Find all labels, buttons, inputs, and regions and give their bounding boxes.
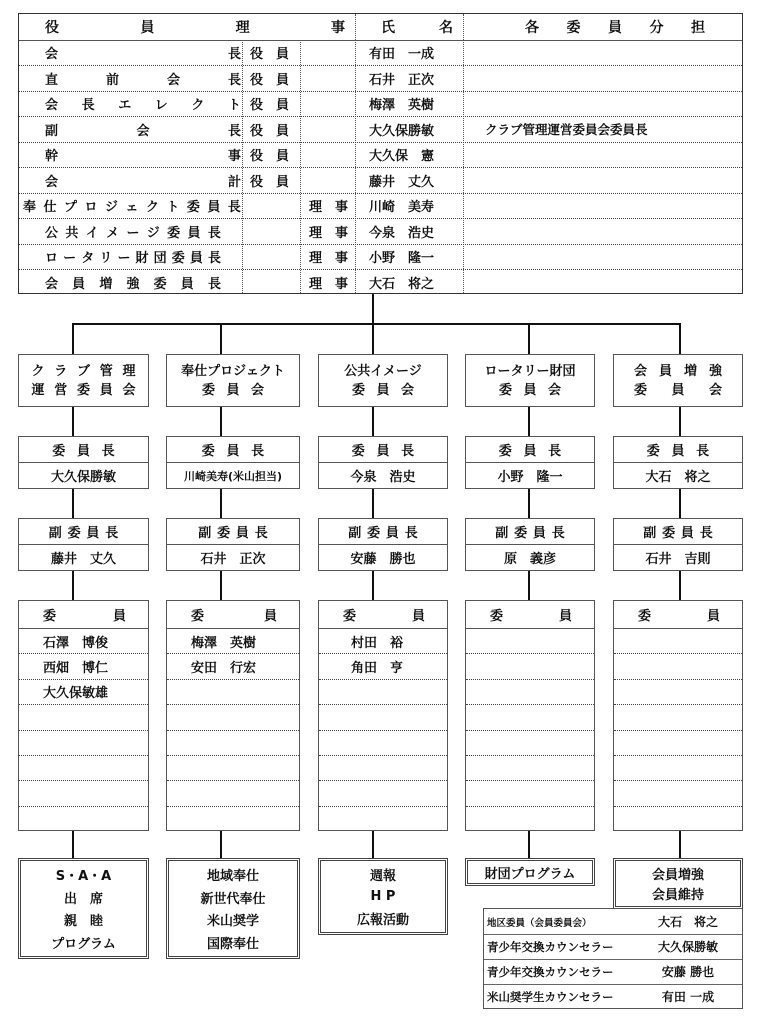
member-row [19, 731, 148, 756]
officer-flag: 役 員 [250, 98, 290, 113]
title-char: ェ [125, 200, 139, 215]
officer-duty [485, 244, 745, 269]
counselor-name: 大石 将之 [657, 915, 718, 929]
heading-char: 営 [54, 382, 68, 398]
activity-item: 米山奨学 [206, 914, 259, 930]
vice-chair-label: 副委員長 [348, 526, 424, 541]
heading-char: 増 [683, 363, 697, 379]
committee-chair-box [613, 436, 743, 489]
title-char: 会 [45, 174, 59, 190]
heading-char: 委 [499, 382, 513, 398]
chair-label: 委員長 [52, 444, 127, 459]
connector-line [72, 323, 680, 325]
title-char: ロ [45, 251, 59, 266]
activities-club-admin [18, 858, 149, 959]
members-header [19, 601, 148, 629]
member-row [167, 807, 299, 832]
officer-duty: クラブ管理運営委員会委員長 [485, 122, 648, 137]
title-char: ー [63, 251, 77, 266]
title-char: 長 [227, 200, 241, 215]
director-flag: 理 事 [309, 200, 349, 215]
member-row [167, 705, 299, 730]
members-header [466, 601, 594, 629]
member-row [466, 756, 594, 781]
members-label-char: 委 [343, 609, 357, 624]
title-char: 強 [126, 276, 140, 292]
header-char: 理 [235, 20, 250, 36]
officer-flag [250, 270, 296, 295]
committee-heading-membership [613, 354, 743, 407]
header-name [381, 14, 453, 40]
officer-row [19, 270, 742, 295]
title-char: 財 [135, 251, 149, 266]
activity-item: 週報 [369, 869, 396, 885]
counselor-name: 安藤 勝也 [661, 965, 715, 979]
activity-item: 財団プログラム [484, 867, 576, 882]
header-char: 員 [608, 20, 622, 36]
members-label-char: 員 [706, 609, 720, 624]
header-char: 分 [649, 20, 664, 36]
member-row [167, 731, 299, 756]
member-row [167, 781, 299, 806]
officer-row [19, 117, 742, 143]
officer-duty [485, 193, 745, 218]
title-char: 委 [167, 225, 181, 241]
director-flag: 理 事 [309, 276, 349, 292]
officer-name: 小野 隆一 [369, 251, 435, 266]
vice-chair-label: 副委員長 [643, 526, 719, 541]
officer-title [45, 168, 241, 193]
title-char: 長 [227, 123, 241, 139]
vice-chair-name: 石井 正次 [200, 552, 266, 567]
heading-char: 会 [122, 382, 136, 398]
committee-heading-public-image [318, 354, 448, 407]
member-row [167, 680, 299, 705]
director-flag [309, 91, 355, 116]
heading-char: 委 [202, 382, 216, 398]
members-label-char: 委 [638, 609, 652, 624]
member-row [614, 680, 742, 705]
title-char: 員 [207, 200, 221, 215]
member-row: 梅澤 英樹 [167, 629, 299, 654]
title-char: 事 [227, 149, 241, 164]
title-char: ジ [104, 200, 118, 215]
title-char: ク [145, 200, 159, 215]
member-row [466, 705, 594, 730]
member-row [19, 756, 148, 781]
title-char: 長 [81, 98, 95, 113]
title-char: ト [227, 98, 241, 113]
officer-flag: 役 員 [250, 149, 290, 164]
connector-line [679, 323, 681, 355]
title-char: 長 [207, 276, 221, 292]
member-row [319, 680, 447, 705]
committee-heading-service-project [166, 354, 300, 407]
committee-members-box [166, 600, 300, 831]
member-row: 角田 亨 [319, 654, 447, 679]
officer-name: 今泉 浩史 [369, 225, 435, 241]
title-char: 公 [45, 225, 59, 241]
title-char: 幹 [45, 149, 59, 164]
member-row [466, 781, 594, 806]
officer-name: 有田 一成 [369, 47, 435, 62]
officer-name: 藤井 丈久 [369, 174, 435, 190]
counselor-role: 青少年交換カウンセラー [487, 939, 614, 954]
vice-chair-label: 副委員長 [198, 526, 274, 541]
title-char: 会 [45, 276, 59, 292]
committee-vice-chair-box [318, 518, 448, 571]
officer-duty [485, 40, 745, 65]
member-row [319, 731, 447, 756]
director-flag [309, 168, 355, 193]
vice-chair-name: 原 義彦 [503, 552, 556, 567]
heading-char: 会 [250, 382, 264, 398]
header-char: 名 [439, 20, 453, 36]
connector-line [372, 294, 374, 324]
counselor-name: 大久保勝敏 [657, 940, 718, 954]
counselor-row [484, 934, 742, 960]
officers-table [18, 13, 743, 294]
title-char: 直 [45, 72, 59, 88]
member-row [319, 705, 447, 730]
heading-char: 理 [122, 363, 136, 379]
members-label-char: 委 [490, 609, 504, 624]
member-row [466, 629, 594, 654]
chair-name: 川崎美寿(米山担当) [183, 469, 283, 483]
heading-char: 強 [708, 363, 722, 379]
counselor-row [484, 909, 742, 935]
title-char: 団 [153, 251, 167, 266]
officer-flag: 役 員 [250, 72, 290, 88]
committee-chair-box [318, 436, 448, 489]
officer-flag [250, 219, 296, 244]
header-char: 委 [566, 20, 581, 36]
members-label-char: 員 [558, 609, 572, 624]
members-header [167, 601, 299, 629]
members-label-char: 員 [112, 609, 126, 624]
heading-char: 会 [634, 363, 648, 379]
member-row: 村田 裕 [319, 629, 447, 654]
activity-item: プログラム [51, 937, 116, 953]
title-char: 増 [99, 276, 113, 292]
officer-title [45, 40, 241, 65]
officer-row [19, 244, 742, 270]
header-char: 担 [691, 20, 705, 36]
member-row [614, 629, 742, 654]
activity-item: H P [370, 888, 396, 904]
chair-label: 委員長 [351, 444, 426, 459]
member-row [614, 654, 742, 679]
title-char: 会 [136, 123, 150, 139]
members-label-char: 員 [263, 609, 277, 624]
heading-char: 員 [376, 382, 390, 398]
committee-chair-box [18, 436, 149, 489]
officer-duty [485, 219, 745, 244]
connector-line [72, 323, 74, 355]
committee-vice-chair-box [465, 518, 595, 571]
title-char: 会 [166, 72, 180, 88]
vice-chair-name: 石井 吉則 [645, 552, 711, 567]
director-flag: 理 事 [309, 251, 349, 266]
counselor-row [484, 959, 742, 985]
vice-chair-label: 副委員長 [495, 526, 571, 541]
officer-flag [250, 193, 296, 218]
officer-flag: 役 員 [250, 123, 290, 139]
member-row [614, 807, 742, 832]
committee-vice-chair-box [18, 518, 149, 571]
committee-members-box [613, 600, 743, 831]
header-char: 事 [330, 20, 345, 36]
member-row [614, 781, 742, 806]
member-row [319, 807, 447, 832]
title-char: ト [166, 200, 180, 215]
members-header [614, 601, 742, 629]
header-char: 役 [45, 20, 59, 36]
counselor-role: 青少年交換カウンセラー [487, 964, 614, 979]
title-char: 計 [227, 174, 241, 190]
title-char: 会 [45, 98, 59, 113]
title-char: 員 [72, 276, 86, 292]
title-char: ジ [146, 225, 160, 241]
officer-row [19, 66, 742, 92]
chair-label: 委員長 [646, 444, 721, 459]
officer-title [23, 193, 241, 218]
title-char: 委 [171, 251, 185, 266]
title-char: リ [99, 251, 113, 266]
member-row [466, 680, 594, 705]
chair-label: 委員長 [498, 444, 573, 459]
title-char: 長 [207, 225, 221, 241]
title-char: 員 [180, 276, 194, 292]
column-divider [463, 14, 464, 40]
activity-item: 会員維持 [651, 888, 704, 904]
title-char: 前 [105, 72, 119, 88]
officer-name: 梅澤 英樹 [369, 98, 435, 113]
connector-line [372, 323, 374, 355]
officer-title [45, 91, 241, 116]
director-flag [309, 40, 355, 65]
column-divider [355, 14, 356, 40]
member-row [19, 705, 148, 730]
heading-char: 員 [671, 382, 685, 398]
vice-chair-label: 副委員長 [48, 526, 125, 541]
member-row [19, 807, 148, 832]
officer-name: 大石 将之 [369, 276, 435, 292]
member-row [466, 731, 594, 756]
member-row [167, 756, 299, 781]
header-char: 員 [140, 20, 155, 36]
member-row: 西畑 博仁 [19, 654, 148, 679]
header-char: 各 [525, 20, 539, 36]
counselor-name: 有田 一成 [661, 990, 715, 1004]
member-row [19, 781, 148, 806]
heading-char: 員 [658, 363, 672, 379]
officer-title [45, 244, 221, 269]
header-role [45, 14, 345, 40]
title-char: 長 [227, 72, 241, 88]
header-duties [525, 14, 705, 40]
activities-public-image [318, 858, 448, 935]
officer-title [45, 142, 241, 167]
title-char: ー [126, 225, 140, 241]
officer-name: 大久保 憲 [369, 149, 435, 164]
activity-item: 会員増強 [651, 867, 704, 883]
connector-line [220, 323, 222, 355]
officer-row [19, 219, 742, 245]
officer-duty [485, 66, 745, 91]
activities-membership [613, 858, 743, 909]
title-char: エ [118, 98, 132, 113]
chair-name: 大久保勝敏 [50, 470, 116, 485]
heading-char: ク [31, 363, 45, 379]
heading-char: 運 [31, 382, 45, 398]
heading-char: 会 [708, 382, 722, 398]
heading-char: 委 [634, 382, 648, 398]
member-row [614, 731, 742, 756]
header-char: 氏 [381, 20, 395, 36]
heading-char: 委 [76, 382, 90, 398]
member-row [466, 654, 594, 679]
connector-line [528, 323, 530, 355]
officer-name: 石井 正次 [369, 72, 435, 88]
director-flag [309, 66, 355, 91]
chair-name: 小野 隆一 [497, 470, 563, 485]
heading-line: 奉仕プロジェクト [181, 363, 285, 379]
officer-duty [485, 91, 745, 116]
heading-char: 管 [99, 363, 113, 379]
title-char: ー [117, 251, 131, 266]
counselor-row [484, 984, 742, 1009]
activity-item: 新世代奉仕 [200, 891, 266, 907]
title-char: 員 [187, 225, 201, 241]
officer-flag: 役 員 [250, 47, 290, 62]
title-char: 委 [186, 200, 200, 215]
heading-char: 員 [226, 382, 240, 398]
heading-char: 員 [99, 382, 113, 398]
title-char: ロ [84, 200, 98, 215]
title-char: メ [106, 225, 120, 241]
member-row [319, 781, 447, 806]
title-char: 長 [207, 251, 221, 266]
counselor-role: 地区委員（会員委員会） [487, 917, 592, 929]
heading-line: 公共イメージ [344, 363, 422, 379]
heading-char: ラ [54, 363, 68, 379]
committee-members-box [318, 600, 448, 831]
chair-name: 大石 将之 [645, 470, 711, 485]
members-label-char: 委 [191, 609, 205, 624]
members-label-char: 委 [43, 609, 57, 624]
committee-heading-rotary-foundation [465, 354, 595, 407]
title-char: 会 [45, 47, 59, 62]
members-label-char: 員 [411, 609, 425, 624]
heading-char: 委 [352, 382, 366, 398]
activity-item: 親 睦 [63, 914, 103, 930]
title-char: ク [191, 98, 205, 113]
activity-item: S・A・A [55, 868, 112, 884]
officer-flag [250, 244, 296, 269]
member-row: 安田 行宏 [167, 654, 299, 679]
chair-label: 委員長 [201, 444, 276, 459]
counselor-role: 米山奨学生カウンセラー [487, 989, 614, 1004]
counselors-table [483, 908, 743, 1009]
committee-vice-chair-box [166, 518, 300, 571]
director-flag [309, 117, 355, 142]
title-char: 副 [45, 123, 59, 139]
heading-char: 員 [523, 382, 537, 398]
heading-char: ブ [76, 363, 90, 379]
officer-title [45, 270, 221, 295]
heading-line: ロータリー財団 [484, 363, 576, 379]
officer-duty [485, 168, 745, 193]
committee-vice-chair-box [613, 518, 743, 571]
title-char: イ [85, 225, 99, 241]
activities-rotary-foundation [465, 858, 595, 886]
officer-duty [485, 142, 745, 167]
committee-members-box [18, 600, 149, 831]
activity-item: 広報活動 [356, 912, 409, 928]
officer-title [45, 117, 241, 142]
officer-name: 大久保勝敏 [369, 123, 435, 139]
heading-char: 会 [547, 382, 561, 398]
activity-item: 地域奉仕 [206, 868, 259, 884]
member-row [614, 705, 742, 730]
officer-name: 川崎 美寿 [369, 200, 435, 215]
committee-heading-club-admin [18, 354, 149, 407]
members-header [319, 601, 447, 629]
title-char: 仕 [43, 200, 57, 215]
title-char: レ [154, 98, 168, 113]
member-row [614, 756, 742, 781]
director-flag [309, 142, 355, 167]
member-row [466, 807, 594, 832]
member-row [319, 756, 447, 781]
officer-row [19, 168, 742, 194]
title-char: プ [63, 200, 77, 215]
title-char: 長 [227, 47, 241, 62]
title-char: 奉 [23, 200, 37, 215]
heading-char: 会 [400, 382, 414, 398]
officer-duty [485, 270, 745, 295]
vice-chair-name: 藤井 丈久 [50, 552, 116, 567]
member-row: 大久保敏雄 [19, 680, 148, 705]
title-char: 員 [189, 251, 203, 266]
member-row: 石澤 博俊 [19, 629, 148, 654]
title-char: 委 [153, 276, 167, 292]
officer-title [45, 219, 221, 244]
activity-item: 国際奉仕 [206, 937, 259, 953]
committee-chair-box [166, 436, 300, 489]
officers-table-header [19, 14, 742, 41]
committee-members-box [465, 600, 595, 831]
title-char: タ [81, 251, 95, 266]
officer-row [19, 193, 742, 219]
committee-chair-box [465, 436, 595, 489]
officer-title [45, 66, 241, 91]
officer-row [19, 40, 742, 66]
officer-row [19, 91, 742, 117]
director-flag: 理 事 [309, 225, 349, 241]
activities-service-project [166, 858, 300, 959]
vice-chair-name: 安藤 勝也 [350, 552, 416, 567]
chair-name: 今泉 浩史 [350, 470, 416, 485]
title-char: 共 [65, 225, 79, 241]
officer-flag: 役 員 [250, 174, 290, 190]
activity-item: 出 席 [63, 891, 103, 907]
officer-row [19, 142, 742, 168]
